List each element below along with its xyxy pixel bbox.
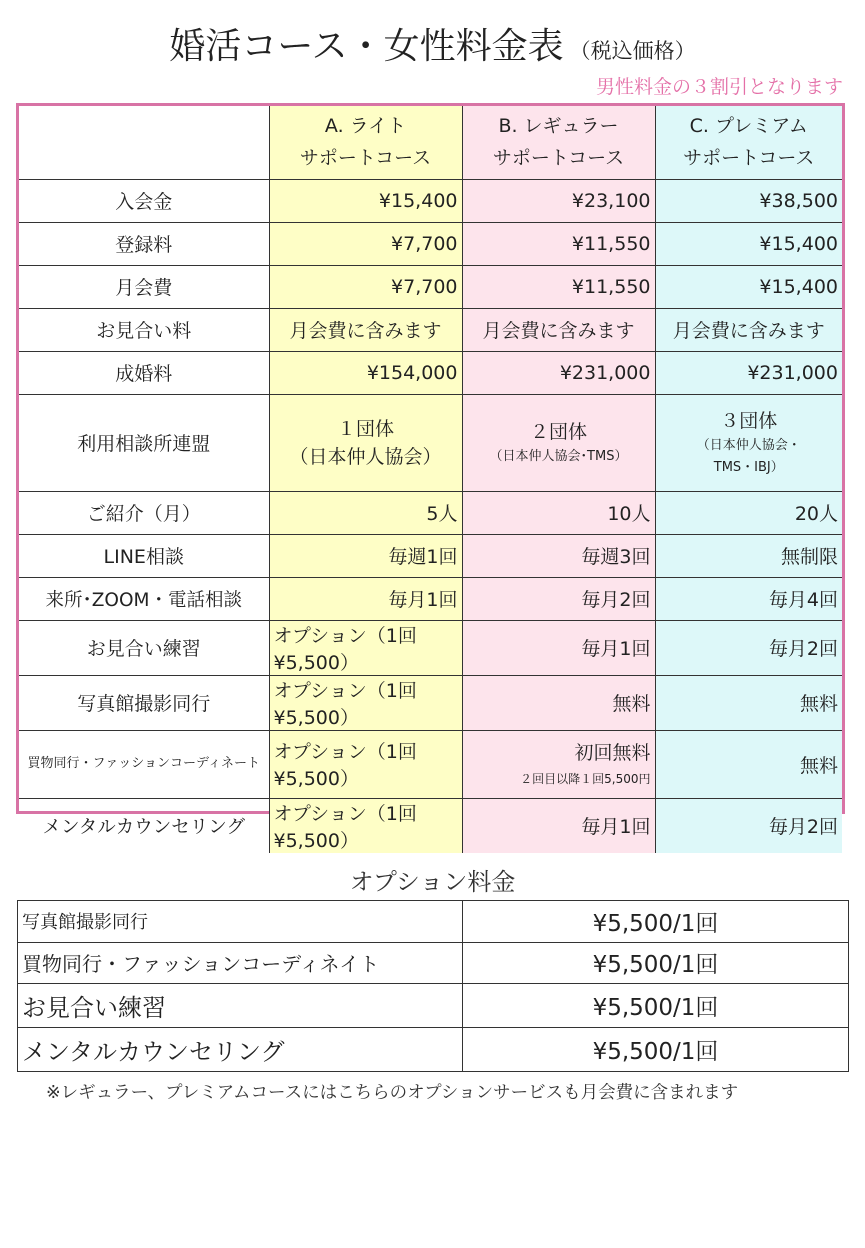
option-name: メンタルカウンセリング [18, 1028, 463, 1072]
table-row [19, 351, 842, 394]
cell-a: オプション（1回¥5,500） [269, 620, 462, 675]
cell-b: 毎月1回 [462, 798, 655, 853]
cell-a: 月会費に含みます [269, 308, 462, 351]
table-row [19, 620, 842, 675]
price-table-frame [16, 103, 845, 852]
row-label: 写真館撮影同行 [19, 675, 269, 730]
cell-c: ¥231,000 [655, 351, 842, 394]
row-label: LINE相談 [19, 534, 269, 577]
cell-c: 毎月2回 [655, 620, 842, 675]
course-a-header: A. ライト サポートコース [269, 106, 462, 179]
cell-c: ¥15,400 [655, 265, 842, 308]
cell-b: 10人 [462, 491, 655, 534]
row-label: 登録料 [19, 222, 269, 265]
cell-b: ¥23,100 [462, 179, 655, 222]
option-price: ¥5,500/1回 [463, 1028, 849, 1072]
row-label: 月会費 [19, 265, 269, 308]
table-row [19, 577, 842, 620]
table-row [19, 491, 842, 534]
table-row [19, 179, 842, 222]
option-name: 写真館撮影同行 [18, 901, 463, 943]
cell-a: オプション（1回¥5,500） [269, 675, 462, 730]
page-title-suffix: （税込価格） [569, 39, 696, 63]
cell-c: 無料 [655, 675, 842, 730]
cell-a: 毎月1回 [269, 577, 462, 620]
cell-a: ¥15,400 [269, 179, 462, 222]
cell-b: 毎月2回 [462, 577, 655, 620]
option-price: ¥5,500/1回 [463, 901, 849, 943]
cell-b: ２団体 （日本仲人協会･TMS） [462, 394, 655, 491]
cell-c: 20人 [655, 491, 842, 534]
cell-a: ¥154,000 [269, 351, 462, 394]
cell-b: ¥11,550 [462, 265, 655, 308]
row-label: 入会金 [19, 179, 269, 222]
row-label: ご紹介（月） [19, 491, 269, 534]
cell-b: 無料 [462, 675, 655, 730]
cell-c: 無料 [655, 730, 842, 798]
price-table [19, 106, 842, 853]
page-title: 婚活コース・女性料金表 （税込価格） [169, 26, 696, 67]
cell-c: 毎月2回 [655, 798, 842, 853]
table-row [19, 798, 842, 853]
cell-b: 毎月1回 [462, 620, 655, 675]
cell-a: ¥7,700 [269, 265, 462, 308]
course-header-row [19, 106, 842, 179]
cell-c: ３団体 （日本仲人協会・ TMS・IBJ） [655, 394, 842, 491]
cell-b: ¥231,000 [462, 351, 655, 394]
row-label: お見合い練習 [19, 620, 269, 675]
cell-a: ¥7,700 [269, 222, 462, 265]
course-b-header: B. レギュラー サポートコース [462, 106, 655, 179]
option-name: 買物同行・ファッションコーディネイト [18, 942, 463, 984]
option-row [18, 1028, 849, 1072]
cell-c: 毎月4回 [655, 577, 842, 620]
cell-c: 無制限 [655, 534, 842, 577]
row-label: メンタルカウンセリング [19, 798, 269, 853]
cell-a: オプション（1回¥5,500） [269, 798, 462, 853]
option-price: ¥5,500/1回 [463, 984, 849, 1028]
cell-a: オプション（1回¥5,500） [269, 730, 462, 798]
row-label: 来所･ZOOM・電話相談 [19, 577, 269, 620]
header-empty-cell [19, 106, 269, 179]
options-table [17, 900, 849, 1072]
cell-b: ¥11,550 [462, 222, 655, 265]
cell-c: 月会費に含みます [655, 308, 842, 351]
table-row [19, 394, 842, 491]
option-row [18, 984, 849, 1028]
cell-b: 初回無料 ２回目以降１回5,500円 [462, 730, 655, 798]
table-row [19, 675, 842, 730]
option-name: お見合い練習 [18, 984, 463, 1028]
option-price: ¥5,500/1回 [463, 942, 849, 984]
table-row [19, 265, 842, 308]
cell-c: ¥38,500 [655, 179, 842, 222]
cell-c: ¥15,400 [655, 222, 842, 265]
cell-b: 毎週3回 [462, 534, 655, 577]
table-row [19, 534, 842, 577]
cell-a: 5人 [269, 491, 462, 534]
option-row [18, 942, 849, 984]
options-title: オプション料金 [349, 868, 516, 896]
row-label: 利用相談所連盟 [19, 394, 269, 491]
discount-note: 男性料金の３割引となります [595, 76, 843, 98]
row-label: 買物同行・ファッションコーディネート [19, 730, 269, 798]
cell-b: 月会費に含みます [462, 308, 655, 351]
cell-a: １団体 （日本仲人協会） [269, 394, 462, 491]
table-row [19, 730, 842, 798]
course-c-header: C. プレミアム サポートコース [655, 106, 842, 179]
table-row [19, 222, 842, 265]
cell-a: 毎週1回 [269, 534, 462, 577]
row-label: 成婚料 [19, 351, 269, 394]
option-row [18, 901, 849, 943]
options-table-frame [17, 900, 848, 1072]
row-label: お見合い料 [19, 308, 269, 351]
table-row [19, 308, 842, 351]
options-footnote: ※レギュラー、プレミアムコースにはこちらのオプションサービスも月会費に含まれます [46, 1083, 739, 1103]
